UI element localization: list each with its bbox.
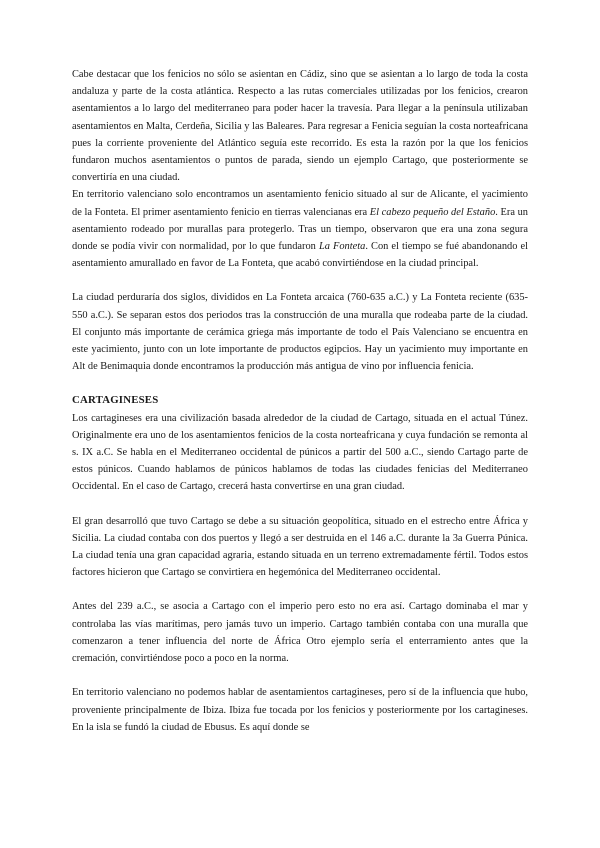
- italic-place-name: El cabezo pequeño del Estaño: [369, 206, 496, 218]
- paragraph-fonteta-periodos: La ciudad perduraría dos siglos, divididos en La Fonteta arcaica (760-635 a.C.) y La Fonteta reciente (635-550 a.C.). Se separan estos dos periodos tras la construcción de una muralla que rodeaba parte de la ciudad. El conjunto más importante de cerámica griega más importante de todo el País Valenciano se encuentra en este yacimiento, junto con un lote importante de productos egipcios. Hay un yacimiento muy importante en Alt de Benimaquia donde encontramos la producción más antigua de vino por influencia fenicia.: [72, 292, 528, 373]
- italic-place-name: La Fonteta: [318, 241, 366, 253]
- paragraph-cartago-desarrollo: El gran desarrolló que tuvo Cartago se debe a su situación geopolítica, situado en el estrecho entre África y Sicilia. La ciudad contaba con dos puertos y llegó a ser destruida en el 146 a.C. durante la 3a Guerra Púnica. La ciudad tenía una gran capacidad agraria, estando situada en un terreno extremadamente fértil. Todos estos factores hicieron que Cartago se convirtiera en hegemónica del Mediterraneo occidental.: [72, 515, 528, 579]
- section-heading-cartagineses: CARTAGINESES: [72, 394, 159, 407]
- paragraph-cartago-imperio: Antes del 239 a.C., se asocia a Cartago con el imperio pero esto no era así. Cartago dominaba el mar y controlaba las vías marítimas, pero jamás tuvo un imperio. Cartago también contaba con una muralla que comenzaron a tener influencia del norte de África Otro ejemplo sería el enterramiento antes que la cremación, convirtiéndose poco a poco en la norma.: [72, 601, 528, 665]
- paragraph-valencia-influencia: En territorio valenciano no podemos hablar de asentamientos cartagineses, pero sí de la influencia que hubo, proveniente principalmente de Ibiza. Ibiza fue tocada por los fenicios y posteriormente por los cartagineses. En la isla se fundó la ciudad de Ebusus. Es aquí donde se: [72, 687, 528, 733]
- paragraph-fenicios-rutas: Cabe destacar que los fenicios no sólo se asientan en Cádiz, sino que se asientan a lo largo de toda la costa andaluza y parte de la costa atlántica. Respecto a las rutas comerciales utilizadas por los fenicios, crearon asentamientos a lo largo del mediterraneo para poder hacer la travesía. Para llegar a la península utilizaban asentamientos en Malta, Cerdeña, Sicilia y las Baleares. Para regresar a Fenicia seguían la costa norteafricana pues la corriente proveniente del Atlántico seguía este recorrido. Es esta la razón por la que los fenicios fundaron muchos asentamientos o puntos de parada, siendo un ejemplo Cartago, que posteriormente se convertiría en una ciudad.: [72, 69, 528, 184]
- text-run: . Era un asentamiento rodeado por murallas para protegerlo. Tras un tiempo, observaron que era una zona segura donde se podía vivir con normalidad, por lo que fundaron: [72, 206, 528, 253]
- paragraph-cartagineses-intro: Los cartagineses era una civilización basada alrededor de la ciudad de Cartago, situada en el actual Túnez. Originalmente era uno de los asentamientos fenicios de la costa norteafricana y cuya fundación se remonta al s. IX a.C. Se habla en el Mediterraneo occidental de púnicos a partir del 500 a.C., siendo Cartago parte de estos púnicos. Cuando hablamos de púnicos hablamos de todas las ciudades fenicias del Mediterraneo Occidental. En el caso de Cartago, crecerá hasta convertirse en una gran ciudad.: [72, 412, 528, 493]
- paragraph-fonteta-origen: [72, 186, 528, 272]
- text-run: En territorio valenciano solo encontramos un asentamiento fenicio situado al sur de Alicante, el yacimiento de la Fonteta. El primer asentamiento fenicio en tierras valencianas era: [72, 189, 528, 218]
- text-run: . Con el tiempo se fué abandonando el asentamiento amurallado en favor de La Fonteta, que acabó convirtiéndose en la ciudad principal.: [72, 241, 528, 270]
